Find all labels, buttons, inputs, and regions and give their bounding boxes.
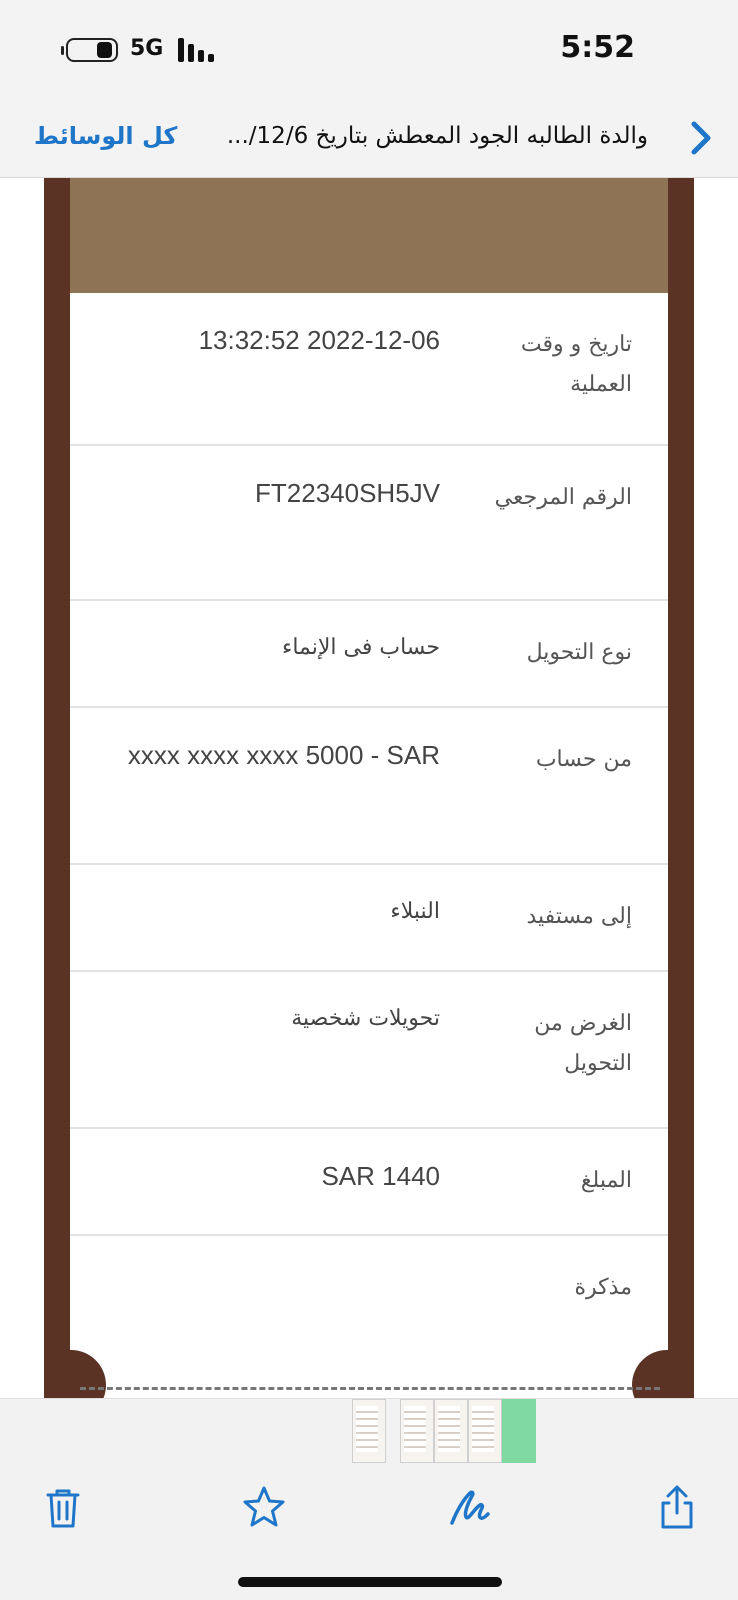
home-indicator (238, 1577, 502, 1587)
row-label: مذكرة (574, 1275, 632, 1300)
thumbnail[interactable] (502, 1399, 536, 1463)
row-value: تحويلات شخصية (291, 1006, 440, 1031)
row-label: المبلغ (580, 1168, 632, 1193)
row-value: xxxx xxxx xxxx 5000 - SAR (127, 740, 440, 770)
row-value: SAR 1440 (321, 1161, 440, 1191)
row-beneficiary (70, 865, 668, 972)
trash-icon[interactable] (39, 1483, 87, 1531)
row-label: من حساب (535, 747, 632, 772)
status-bar (0, 0, 738, 100)
nav-title: والدة الطالبه الجود المعطش بتاريخ 12/6/... (226, 123, 648, 149)
thumbnail[interactable] (434, 1399, 468, 1463)
row-memo (70, 1236, 668, 1386)
row-datetime (70, 293, 668, 446)
thumbnail[interactable] (468, 1399, 502, 1463)
network-type: 5G (130, 36, 164, 61)
battery-icon (66, 38, 118, 62)
row-reference (70, 446, 668, 601)
receipt-image (44, 178, 694, 1400)
bottom-toolbar (0, 1398, 738, 1600)
row-value: FT22340SH5JV (255, 478, 440, 508)
all-media-link[interactable]: كل الوسائط (34, 122, 178, 150)
row-from-account (70, 708, 668, 865)
row-label: الرقم المرجعي (494, 485, 632, 510)
status-time: 5:52 (560, 30, 635, 65)
receipt-header (70, 178, 668, 293)
star-icon[interactable] (240, 1483, 288, 1531)
row-label: نوع التحويل (526, 640, 632, 665)
signal-icon (178, 38, 218, 62)
row-transfer-type (70, 601, 668, 708)
row-label: إلى مستفيد (526, 904, 632, 929)
row-value: حساب فى الإنماء (281, 635, 440, 660)
row-label: تاريخ و وقت العملية (520, 332, 632, 397)
row-label: الغرض من التحويل (534, 1011, 632, 1076)
row-purpose (70, 972, 668, 1129)
nav-bar (0, 100, 738, 178)
chevron-right-icon[interactable] (680, 116, 720, 160)
thumbnail[interactable] (400, 1399, 434, 1463)
share-icon[interactable] (653, 1483, 701, 1531)
row-value: 13:32:52 2022-12-06 (198, 325, 440, 355)
row-amount (70, 1129, 668, 1236)
receipt-card (70, 293, 668, 1400)
row-value: النبلاء (390, 899, 440, 924)
thumbnail[interactable] (352, 1399, 386, 1463)
receipt-tear-line (80, 1387, 660, 1390)
markup-pen-icon[interactable] (446, 1483, 494, 1531)
